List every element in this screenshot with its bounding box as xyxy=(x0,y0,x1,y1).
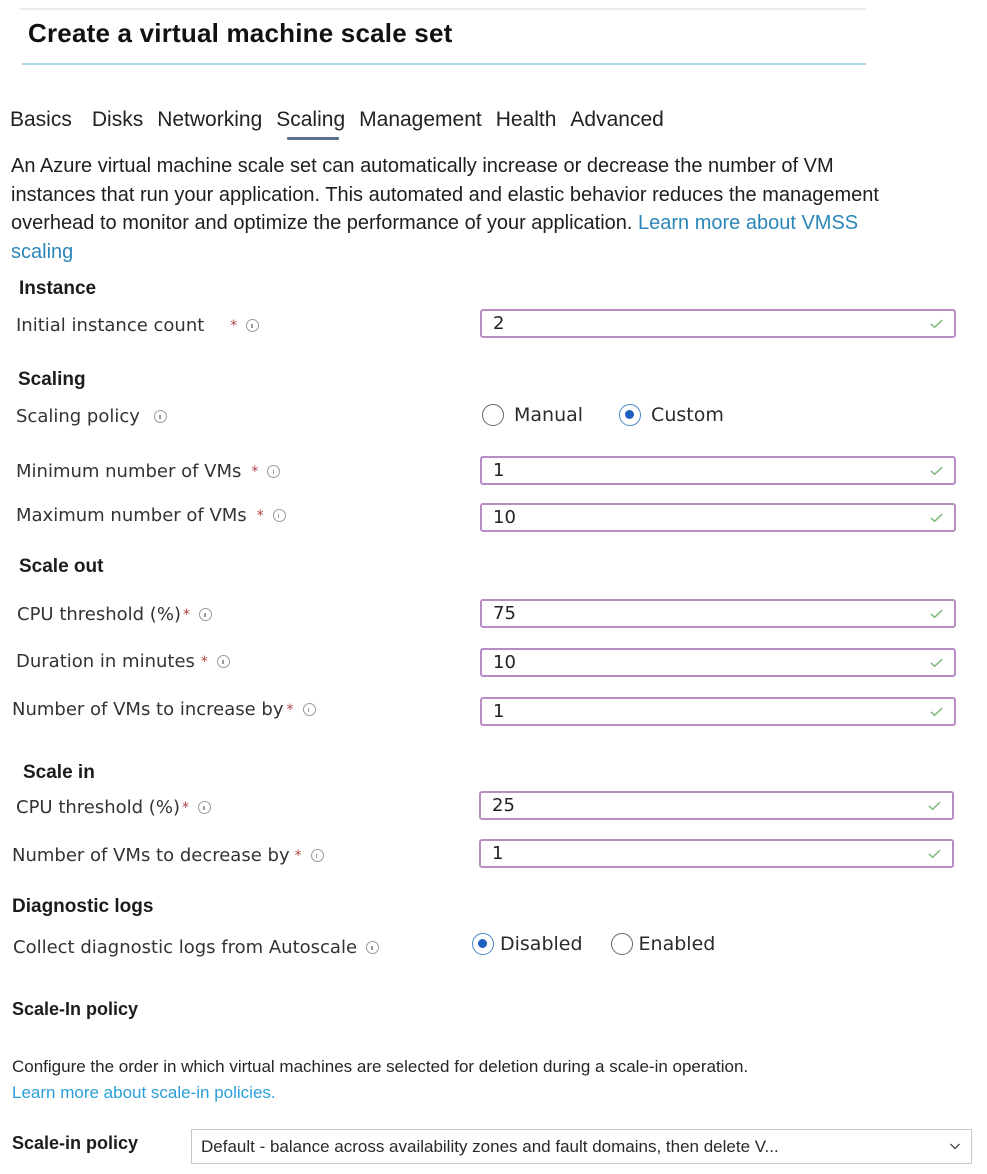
label-text: Minimum number of VMs xyxy=(16,461,242,482)
scale-out-cpu-threshold-input[interactable] xyxy=(480,599,956,628)
required-mark: * xyxy=(294,847,302,864)
label-text: CPU threshold (%) xyxy=(17,604,181,625)
section-diagnostic-logs-heading: Diagnostic logs xyxy=(12,896,154,917)
duration-minutes-label xyxy=(16,651,230,672)
required-mark: * xyxy=(256,507,264,524)
scale-in-cpu-threshold-label xyxy=(16,797,211,818)
section-scaling-heading: Scaling xyxy=(18,369,86,390)
label-text: Initial instance count xyxy=(16,315,205,336)
field-value: 1 xyxy=(492,843,504,864)
learn-more-vmss-scaling-link[interactable]: Learn more about VMSS scaling xyxy=(11,212,859,263)
section-instance-heading: Instance xyxy=(19,278,97,299)
tab-advanced[interactable]: Advanced xyxy=(570,108,664,131)
scale-out-cpu-threshold-label xyxy=(17,604,212,625)
decrease-by-input[interactable] xyxy=(479,839,954,868)
radio-unchecked-icon xyxy=(611,933,633,955)
info-icon[interactable] xyxy=(303,703,316,716)
field-value: 10 xyxy=(493,652,516,673)
label-text: Duration in minutes xyxy=(16,651,195,672)
scale-in-policy-dropdown[interactable] xyxy=(191,1129,972,1164)
info-icon[interactable] xyxy=(198,801,211,814)
valid-check-icon xyxy=(927,846,942,861)
info-icon[interactable] xyxy=(366,941,379,954)
radio-label: Custom xyxy=(651,404,724,426)
radio-label: Manual xyxy=(514,404,584,426)
top-divider xyxy=(20,8,866,10)
scaling-policy-radio-group xyxy=(482,404,724,426)
info-icon[interactable] xyxy=(273,509,286,522)
maximum-vms-input[interactable] xyxy=(480,503,956,532)
initial-instance-count-input[interactable] xyxy=(480,309,956,338)
tab-basics[interactable]: Basics xyxy=(10,108,72,131)
field-value: 25 xyxy=(492,795,515,816)
duration-minutes-input[interactable] xyxy=(480,648,956,677)
radio-label: Disabled xyxy=(500,933,583,955)
label-text: Maximum number of VMs xyxy=(16,505,247,526)
minimum-vms-input[interactable] xyxy=(480,456,956,485)
required-mark: * xyxy=(230,317,238,334)
valid-check-icon xyxy=(929,463,944,478)
required-mark: * xyxy=(181,799,189,816)
page-title: Create a virtual machine scale set xyxy=(28,18,453,48)
collect-diagnostic-logs-label xyxy=(13,937,379,958)
section-scale-out-heading: Scale out xyxy=(19,556,104,577)
diagnostic-logs-radio-group xyxy=(472,933,715,955)
field-value: 75 xyxy=(493,603,516,624)
info-icon[interactable] xyxy=(246,319,259,332)
radio-label: Enabled xyxy=(638,933,716,955)
radio-checked-icon xyxy=(472,933,494,955)
chevron-down-icon xyxy=(949,1140,961,1152)
info-icon[interactable] xyxy=(154,410,167,423)
field-value: 2 xyxy=(493,313,505,334)
label-text: Collect diagnostic logs from Autoscale xyxy=(13,937,358,958)
scaling-policy-label xyxy=(16,406,167,427)
learn-more-scale-in-policies-link[interactable]: Learn more about scale-in policies. xyxy=(12,1083,276,1102)
radio-checked-icon xyxy=(619,404,641,426)
dropdown-selected-value: Default - balance across availability zones and fault domains, then delete V... xyxy=(201,1136,779,1156)
scaling-policy-manual-radio[interactable] xyxy=(482,404,583,426)
field-value: 1 xyxy=(493,701,505,722)
radio-unchecked-icon xyxy=(482,404,504,426)
title-divider xyxy=(22,63,866,65)
tab-management[interactable]: Management xyxy=(359,108,482,131)
maximum-vms-label xyxy=(16,505,286,526)
label-text: Scaling policy xyxy=(16,406,140,427)
valid-check-icon xyxy=(927,798,942,813)
decrease-by-label xyxy=(12,845,324,866)
required-mark: * xyxy=(251,463,259,480)
scale-in-cpu-threshold-input[interactable] xyxy=(479,791,954,820)
valid-check-icon xyxy=(929,316,944,331)
required-mark: * xyxy=(182,606,190,623)
scale-in-policy-heading: Scale-In policy xyxy=(12,999,139,1019)
field-value: 1 xyxy=(493,460,505,481)
label-text: CPU threshold (%) xyxy=(16,797,180,818)
info-icon[interactable] xyxy=(199,608,212,621)
diagnostic-logs-enabled-radio[interactable] xyxy=(611,933,716,955)
increase-by-input[interactable] xyxy=(480,697,956,726)
tab-scaling[interactable]: Scaling xyxy=(276,108,346,131)
field-value: 10 xyxy=(493,507,516,528)
section-scale-in-heading: Scale in xyxy=(23,762,95,783)
intro-description xyxy=(11,152,911,266)
tab-bar xyxy=(10,108,678,132)
info-icon[interactable] xyxy=(311,849,324,862)
info-icon[interactable] xyxy=(217,655,230,668)
minimum-vms-label xyxy=(16,461,280,482)
scale-in-policy-select-label: Scale-in policy xyxy=(12,1133,139,1153)
intro-text: An Azure virtual machine scale set can automatically increase or decrease the number of VM instances that run your application. This automated and elastic behavior reduces the management overhead to monitor and optimize the performance of your application. xyxy=(11,155,879,234)
tab-health[interactable]: Health xyxy=(495,108,557,131)
required-mark: * xyxy=(286,701,294,718)
valid-check-icon xyxy=(929,655,944,670)
valid-check-icon xyxy=(929,606,944,621)
label-text: Number of VMs to decrease by xyxy=(12,845,290,866)
scale-in-policy-description xyxy=(12,1054,972,1106)
required-mark: * xyxy=(200,653,208,670)
label-text: Number of VMs to increase by xyxy=(12,699,284,720)
initial-instance-count-label xyxy=(16,315,259,336)
tab-disks[interactable]: Disks xyxy=(91,108,144,131)
valid-check-icon xyxy=(929,510,944,525)
valid-check-icon xyxy=(929,704,944,719)
tab-networking[interactable]: Networking xyxy=(157,108,263,131)
policy-description-text: Configure the order in which virtual machines are selected for deletion during a scale-in operation. xyxy=(12,1057,749,1076)
diagnostic-logs-disabled-radio[interactable] xyxy=(472,933,583,955)
info-icon[interactable] xyxy=(267,465,280,478)
increase-by-label xyxy=(12,699,316,720)
scaling-policy-custom-radio[interactable] xyxy=(619,404,724,426)
